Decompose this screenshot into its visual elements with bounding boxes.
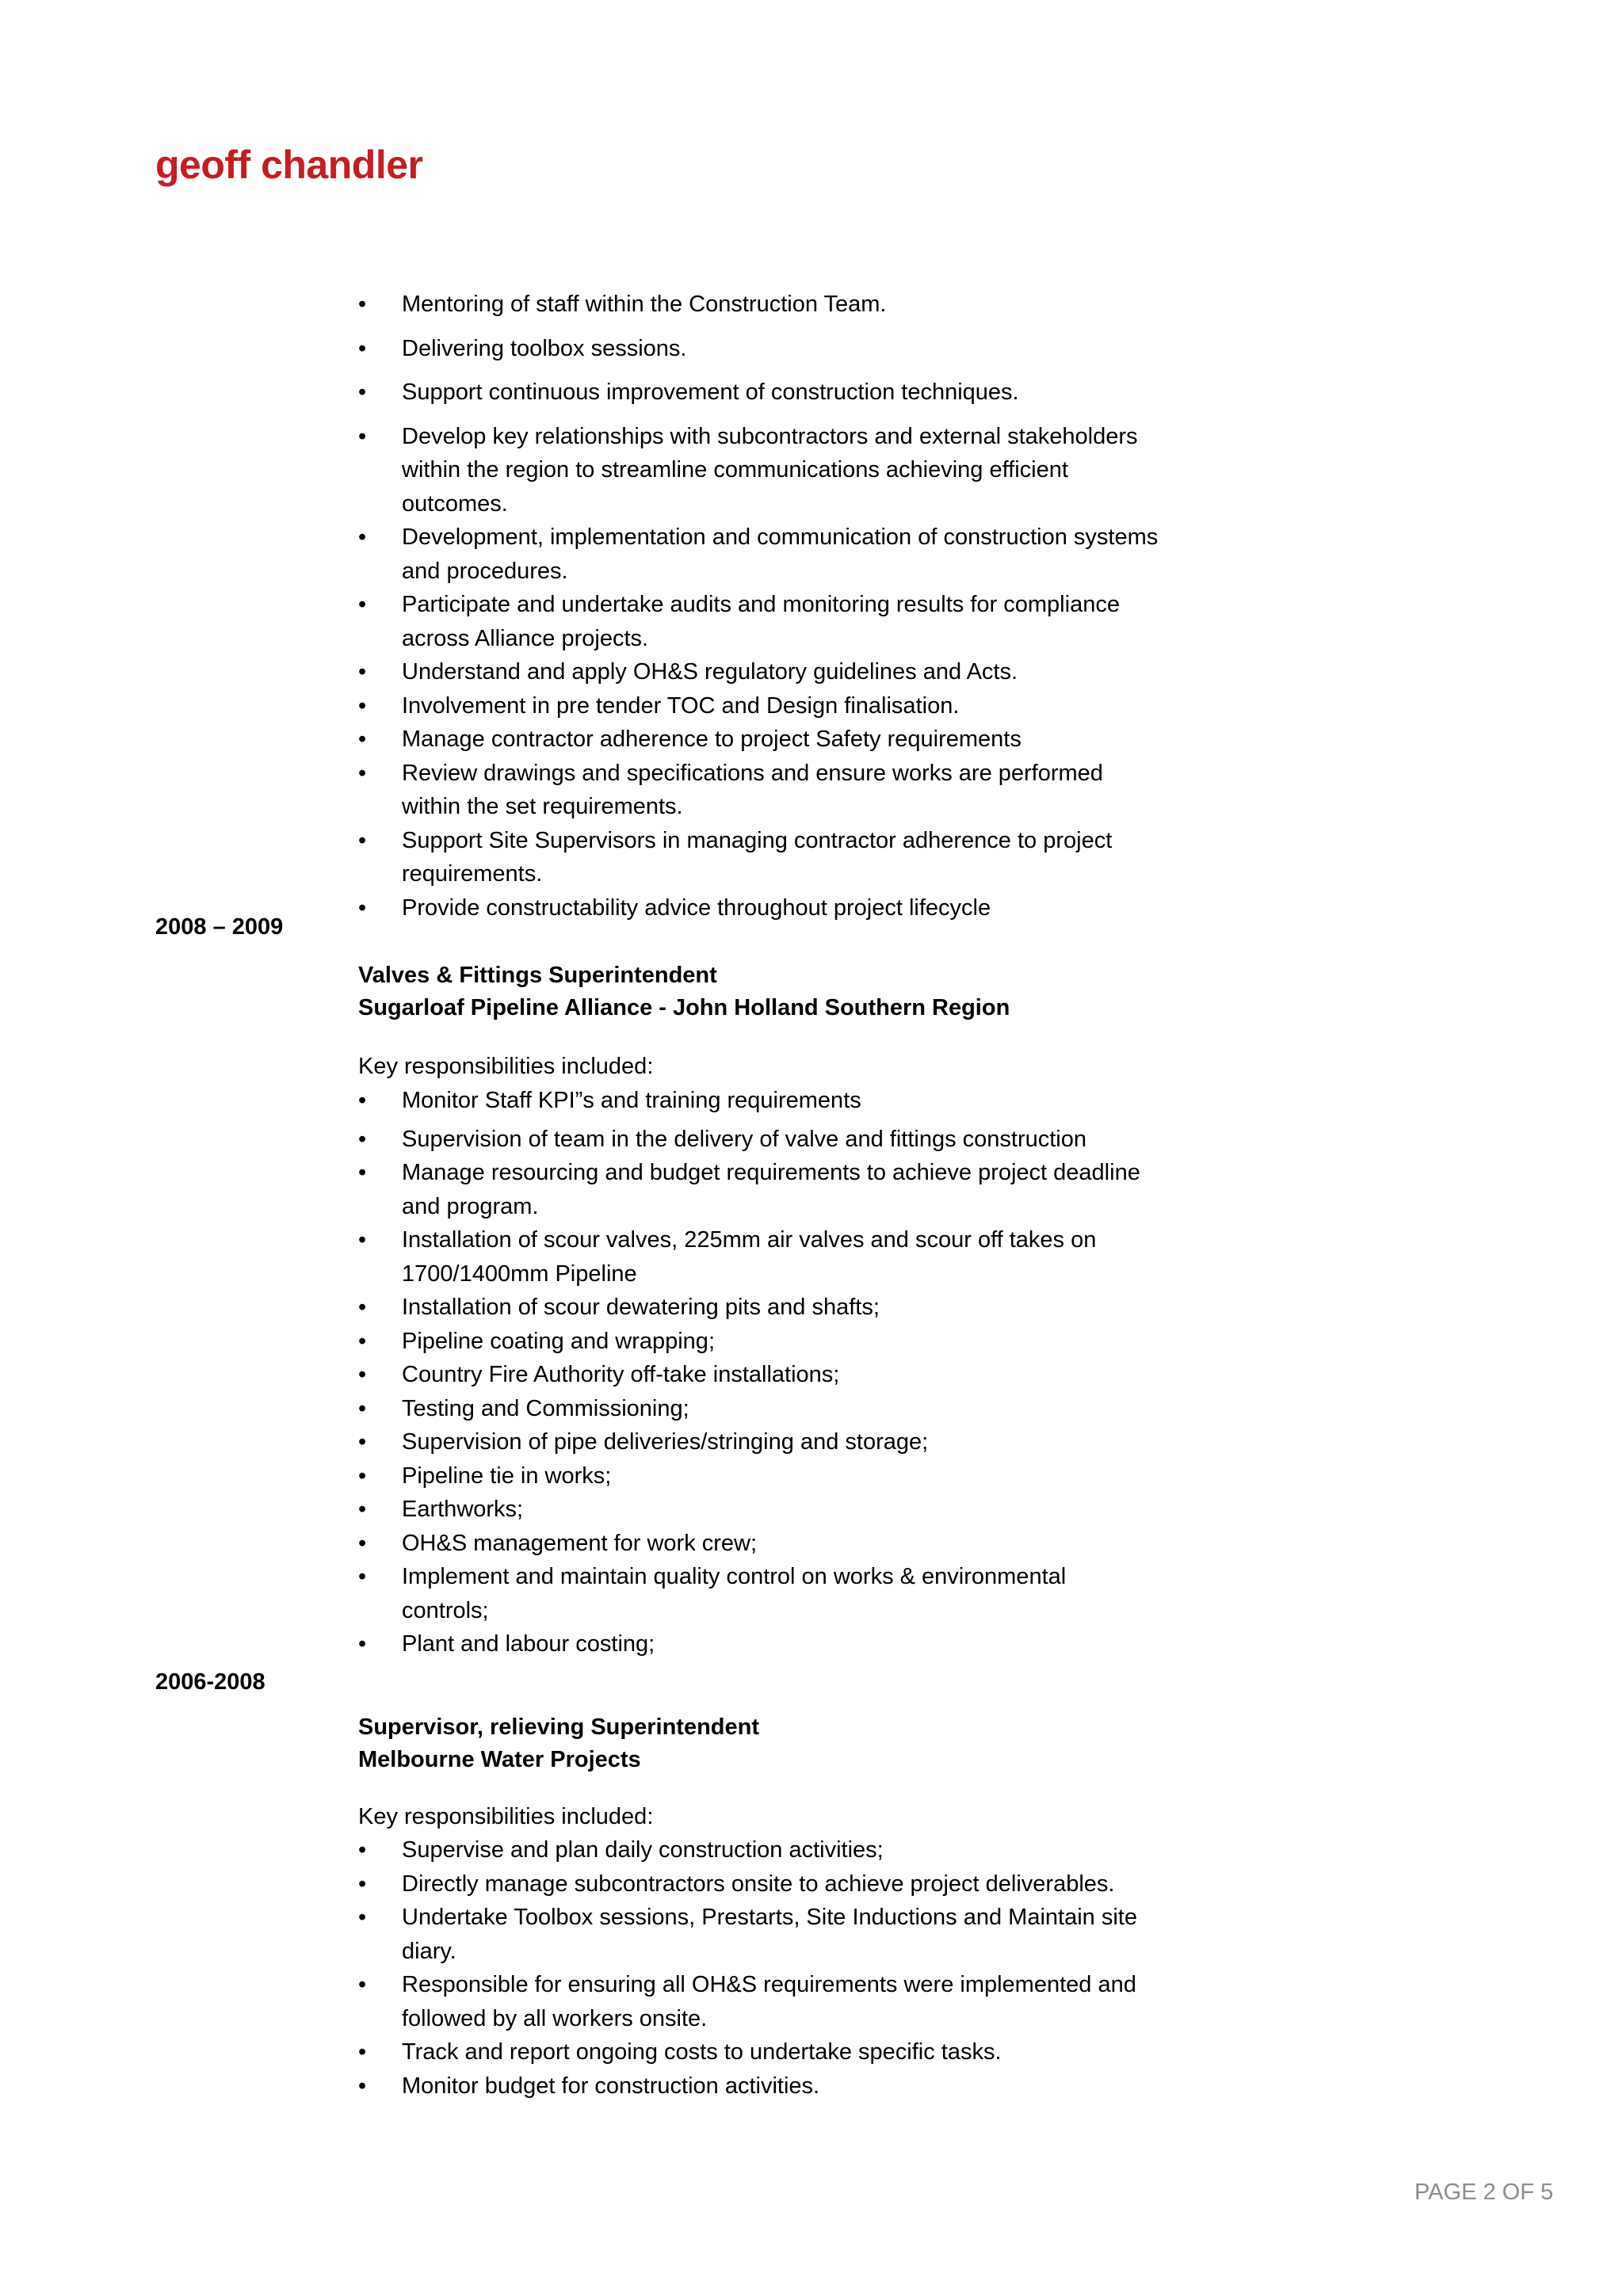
list-item: • Manage contractor adherence to project Safety requirements [358, 723, 1159, 757]
list-item: • Directly manage subcontractors onsite to achieve project deliverables. [358, 1867, 1159, 1901]
bullet-icon: • [358, 423, 367, 449]
bullet-icon: • [358, 1126, 367, 1152]
section-valves-fittings-bullets [358, 1084, 1159, 1661]
list-item: • Responsible for ensuring all OH&S requirements were implemented and followed by all workers onsite. [358, 1968, 1159, 2035]
bullet-icon: • [358, 659, 367, 685]
bullet-icon: • [358, 1395, 367, 1421]
role-title: Supervisor, relieving Superintendent [358, 1714, 760, 1740]
list-item: • Pipeline tie in works; [358, 1459, 1159, 1493]
list-item: • Supervision of team in the delivery of valve and fittings construction [358, 1123, 1159, 1157]
bullet-icon: • [358, 592, 367, 617]
list-item: • Implement and maintain quality control on works & environmental controls; [358, 1560, 1159, 1627]
list-item: • Provide constructability advice throughout project lifecycle [358, 891, 1159, 925]
list-item: • Development, implementation and communication of construction systems and procedures. [358, 521, 1159, 588]
list-item: • Understand and apply OH&S regulatory guidelines and Acts. [358, 655, 1159, 689]
bullet-icon: • [358, 2073, 367, 2099]
list-item: • Support continuous improvement of construction techniques. [358, 376, 1159, 410]
list-item: • Country Fire Authority off-take installations; [358, 1358, 1159, 1392]
list-item: • Supervise and plan daily construction activities; [358, 1833, 1159, 1867]
bullet-icon: • [358, 1871, 367, 1897]
page-number: PAGE 2 OF 5 [1414, 2180, 1553, 2205]
list-item: • OH&S management for work crew; [358, 1527, 1159, 1561]
bullet-icon: • [358, 1497, 367, 1522]
list-item: • Manage resourcing and budget requirements to achieve project deadline and program. [358, 1156, 1159, 1223]
bullet-icon: • [358, 1631, 367, 1657]
list-item: • Mentoring of staff within the Construction Team. [358, 288, 1159, 322]
bullet-icon: • [358, 1564, 367, 1589]
bullet-icon: • [358, 292, 367, 317]
bullet-icon: • [358, 827, 367, 853]
list-item: • Undertake Toolbox sessions, Prestarts, Site Inductions and Maintain site diary. [358, 1901, 1159, 1968]
bullet-icon: • [358, 2039, 367, 2065]
list-item: • Plant and labour costing; [358, 1627, 1159, 1661]
section-previous-role-bullets [358, 288, 1159, 925]
list-item: • Participate and undertake audits and monitoring results for compliance across Alliance projects. [358, 588, 1159, 655]
list-item: • Delivering toolbox sessions. [358, 332, 1159, 366]
bullet-icon: • [358, 1160, 367, 1185]
list-item: • Pipeline coating and wrapping; [358, 1325, 1159, 1359]
list-item: • Installation of scour valves, 225mm air valves and scour off takes on 1700/1400mm Pipeline [358, 1223, 1159, 1291]
bullet-icon: • [358, 524, 367, 550]
list-item: • Monitor Staff KPI”s and training requirements [358, 1084, 1159, 1118]
list-item: • Supervision of pipe deliveries/stringing and storage; [358, 1425, 1159, 1459]
bullet-icon: • [358, 1463, 367, 1489]
bullet-icon: • [358, 760, 367, 786]
bullet-icon: • [358, 692, 367, 719]
bullet-icon: • [358, 1362, 367, 1387]
responsibilities-intro: Key responsibilities included: [358, 1804, 654, 1829]
list-item: • Earthworks; [358, 1493, 1159, 1527]
employment-years: 2006-2008 [155, 1669, 265, 1695]
bullet-icon: • [358, 1295, 367, 1320]
role-title: Valves & Fittings Superintendent [358, 963, 717, 988]
list-item: • Support Site Supervisors in managing contractor adherence to project requirements. [358, 824, 1159, 891]
bullet-icon: • [358, 1088, 367, 1113]
responsibilities-intro: Key responsibilities included: [358, 1054, 654, 1079]
bullet-icon: • [358, 1530, 367, 1556]
employment-years: 2008 – 2009 [155, 914, 284, 940]
employer-name: Sugarloaf Pipeline Alliance - John Holland Southern Region [358, 995, 1010, 1020]
bullet-icon: • [358, 1837, 367, 1863]
list-item: • Monitor budget for construction activities. [358, 2069, 1159, 2103]
bullet-icon: • [358, 379, 367, 405]
list-item: • Develop key relationships with subcontractors and external stakeholders within the region to streamline communications achieving efficient outcomes. [358, 420, 1159, 521]
bullet-icon: • [358, 1905, 367, 1930]
list-item: • Track and report ongoing costs to undertake specific tasks. [358, 2035, 1159, 2069]
list-item: • Review drawings and specifications and ensure works are performed within the set requirements. [358, 757, 1159, 824]
list-item: • Involvement in pre tender TOC and Design finalisation. [358, 689, 1159, 723]
bullet-icon: • [358, 1227, 367, 1253]
bullet-icon: • [358, 335, 367, 361]
bullet-icon: • [358, 727, 367, 752]
bullet-icon: • [358, 894, 367, 921]
list-item: • Installation of scour dewatering pits and shafts; [358, 1291, 1159, 1325]
candidate-name: geoff chandler [155, 143, 423, 187]
bullet-icon: • [358, 1972, 367, 1997]
employer-name: Melbourne Water Projects [358, 1747, 641, 1772]
bullet-icon: • [358, 1328, 367, 1354]
section-supervisor-bullets [358, 1833, 1159, 2103]
list-item: • Testing and Commissioning; [358, 1392, 1159, 1426]
bullet-icon: • [358, 1429, 367, 1455]
